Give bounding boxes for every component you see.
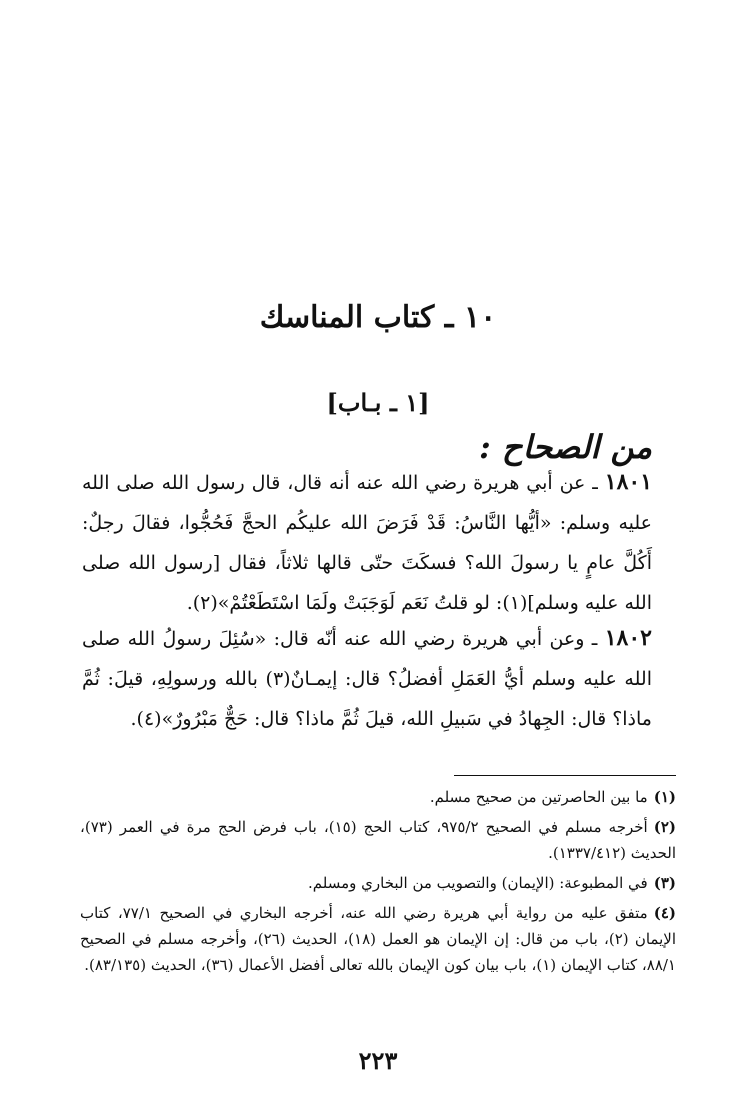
footnote-text: في المطبوعة: (الإيمان) والتصويب من البخاري ومسلم. <box>308 874 648 892</box>
hadith-number: ١٨٠١ <box>604 469 653 495</box>
footnote-text: ما بين الحاصرتين من صحيح مسلم. <box>429 788 648 806</box>
footnote <box>80 784 676 810</box>
source-label: من الصحاح : <box>478 428 652 466</box>
footnote-number: (٣) <box>653 874 676 892</box>
hadith-number: ١٨٠٢ <box>604 625 652 651</box>
page-number: ٢٢٣ <box>358 1046 398 1075</box>
hadith-paragraph <box>82 618 652 739</box>
footnote-number: (٢) <box>653 818 676 836</box>
footnote-text: متفق عليه من رواية أبي هريرة رضي الله عنه، أخرجه البخاري في الصحيح ٧٧/١، كتاب الإيمان (٢)، باب من قال: إن الإيمان هو العمل (١٨)، الحديث (٢٦)، وأخرجه مسلم في الصحيح ٨٨/١، كتاب الإيمان (١)، باب بيان كون الإيمان بالله تعالى أفضل الأعمال (٣٦)، الحديث (٨٣/١٣٥). <box>80 904 677 974</box>
hadith-text: ـ وعن أبي هريرة رضي الله عنه أنّه قال: «سُئِلَ رسولُ الله صلى الله عليه وسلم أيُّ العَمَلِ أفضلُ؟ قال: إيمـانٌ(٣) بالله ورسولِهِ، قيلَ: ثُمَّ ماذا؟ قال: الجِهادُ في سَبيلِ الله، قيلَ ثُمَّ ماذا؟ قال: حَجٌّ مَبْرُورٌ»(٤). <box>82 628 652 730</box>
footnote <box>80 870 676 896</box>
hadith-paragraph <box>82 462 652 623</box>
footnote <box>80 900 676 978</box>
footnote <box>80 814 676 866</box>
footnote-text: أخرجه مسلم في الصحيح ٩٧٥/٢، كتاب الحج (١٥)، باب فرض الحج مرة في العمر (٧٣)، الحديث (١٣٣٧/٤١٢). <box>80 818 676 862</box>
chapter-title: ١٠ ـ كتاب المناسك <box>259 300 497 335</box>
footnote-number: (٤) <box>653 904 676 922</box>
footnotes-list <box>80 784 676 982</box>
footnote-divider <box>454 775 676 776</box>
hadith-text: ـ عن أبي هريرة رضي الله عنه أنه قال، قال رسول الله صلى الله عليه وسلم: «أيُّها النَّاسُ: قَدْ فَرَضَ الله عليكُم الحجَّ فَحُجُّوا، فقالَ رجلٌ: أَكُلَّ عامٍ يا رسولَ الله؟ فسكَتَ حتّى قالها ثلاثاً، فقال [رسول الله صلى الله عليه وسلم](١): لو قلتُ نَعَم لَوَجَبَتْ ولَمَا اسْتَطَعْتُمْ»(٢). <box>82 472 652 614</box>
footnote-number: (١) <box>653 788 676 806</box>
section-heading: [١ ـ بـاب] <box>326 388 430 417</box>
